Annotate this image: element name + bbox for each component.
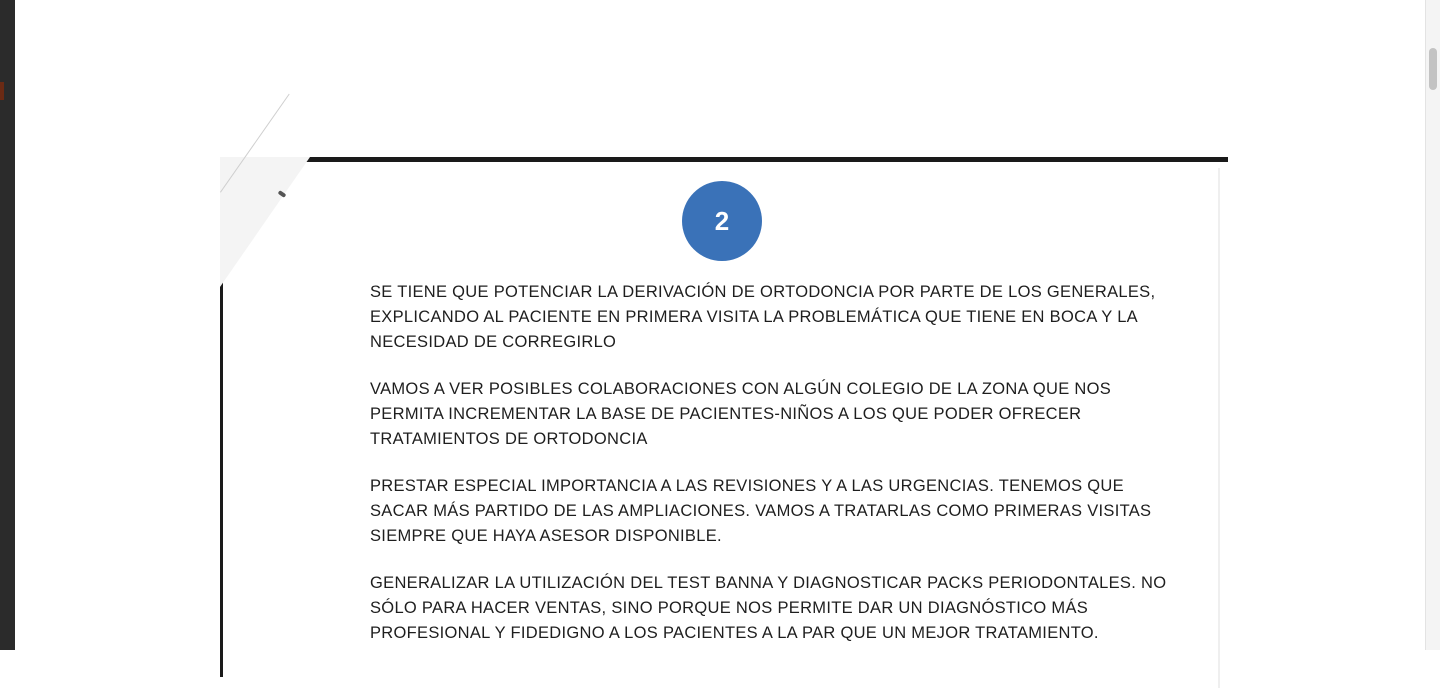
text-line: TRATAMIENTOS DE ORTODONCIA bbox=[370, 430, 648, 448]
left-sidebar-strip bbox=[0, 0, 15, 650]
text-line: VAMOS A VER POSIBLES COLABORACIONES CON ALGÚN COLEGIO DE LA ZONA QUE NOS bbox=[370, 380, 1112, 398]
text-line: SIEMPRE QUE HAYA ASESOR DISPONIBLE. bbox=[370, 527, 722, 545]
folded-corner bbox=[220, 157, 310, 287]
paragraph-4 bbox=[370, 571, 1167, 646]
text-line: SE TIENE QUE POTENCIAR LA DERIVACIÓN DE ORTODONCIA POR PARTE DE LOS GENERALES, bbox=[370, 283, 1156, 301]
page-edge-shadow bbox=[1218, 168, 1220, 688]
text-line: PROFESIONAL Y FIDEDIGNO A LOS PACIENTES A LA PAR QUE UN MEJOR TRATAMIENTO. bbox=[370, 624, 1099, 642]
page-number-badge: 2 bbox=[682, 181, 762, 261]
page-content bbox=[370, 280, 1167, 668]
paragraph-2 bbox=[370, 377, 1112, 452]
text-line: SACAR MÁS PARTIDO DE LAS AMPLIACIONES. VAMOS A TRATARLAS COMO PRIMERAS VISITAS bbox=[370, 502, 1152, 520]
text-line: PRESTAR ESPECIAL IMPORTANCIA A LAS REVISIONES Y A LAS URGENCIAS. TENEMOS QUE bbox=[370, 477, 1124, 495]
text-line: EXPLICANDO AL PACIENTE EN PRIMERA VISITA LA PROBLEMÁTICA QUE TIENE EN BOCA Y LA bbox=[370, 308, 1138, 326]
scrollbar-thumb[interactable] bbox=[1429, 48, 1437, 90]
text-line: SÓLO PARA HACER VENTAS, SINO PORQUE NOS PERMITE DAR UN DIAGNÓSTICO MÁS bbox=[370, 599, 1089, 617]
text-line: NECESIDAD DE CORREGIRLO bbox=[370, 333, 617, 351]
text-line: PERMITA INCREMENTAR LA BASE DE PACIENTES-NIÑOS A LOS QUE PODER OFRECER bbox=[370, 405, 1082, 423]
paragraph-1 bbox=[370, 280, 1156, 355]
scanned-page bbox=[220, 157, 1228, 677]
sidebar-marker bbox=[0, 82, 4, 100]
vertical-scrollbar[interactable] bbox=[1425, 0, 1440, 650]
paragraph-3 bbox=[370, 474, 1152, 549]
text-line: GENERALIZAR LA UTILIZACIÓN DEL TEST BANNA Y DIAGNOSTICAR PACKS PERIODONTALES. NO bbox=[370, 574, 1167, 592]
